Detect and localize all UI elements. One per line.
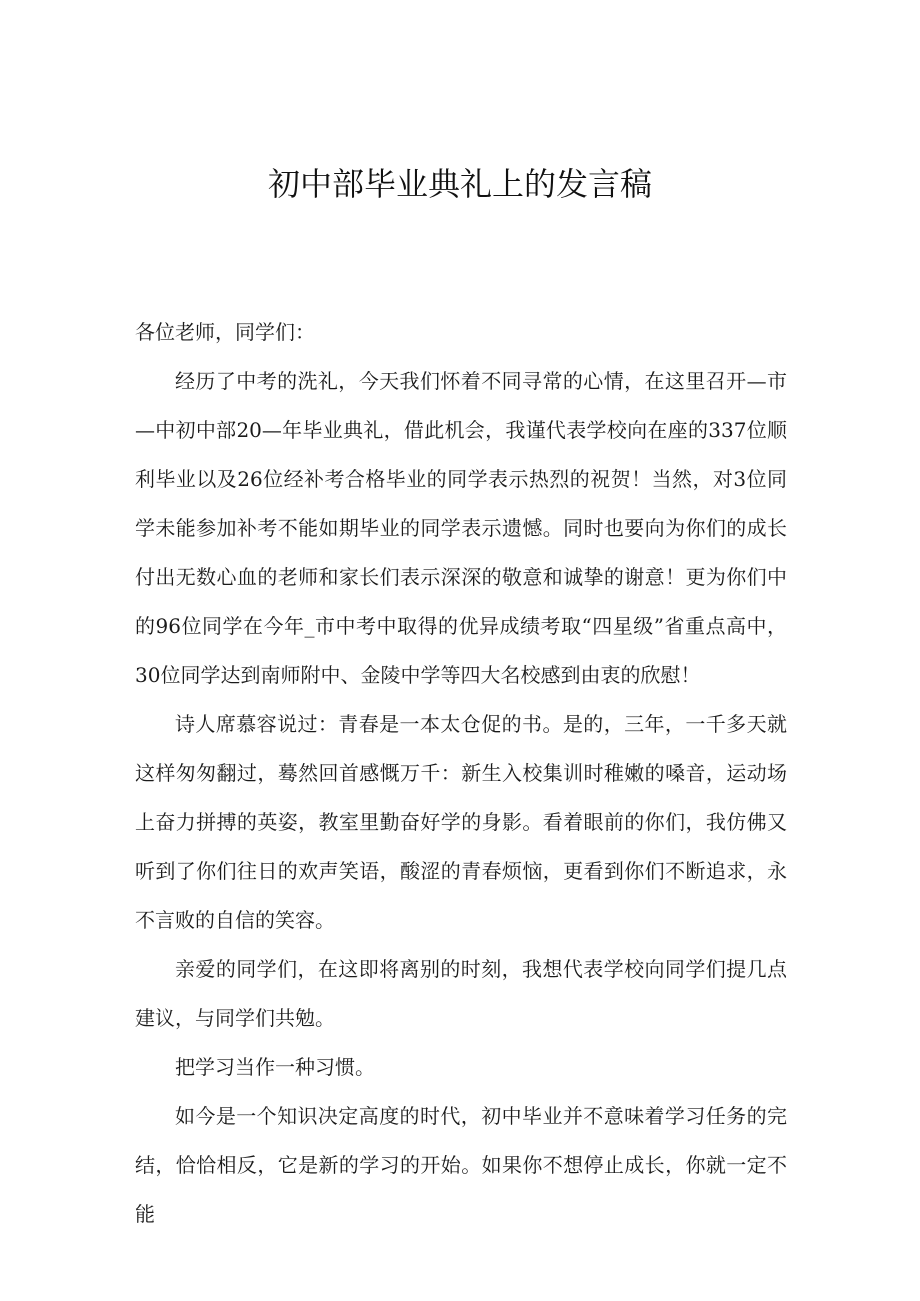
paragraph-opening: 经历了中考的洗礼，今天我们怀着不同寻常的心情，在这里召开—市—中初中部20—年毕业典礼，借此机会，我谨代表学校向在座的337位顺利毕业以及26位经补考合格毕业的同学表示热烈的祝贺！当然，对3位同学未能参加补考不能如期毕业的同学表示遗憾。同时也要向为你们的成长付出无数心血的老师和家长们表示深深的敬意和诚挚的谢意！更为你们中的96位同学在今年_市中考中取得的优异成绩考取“四星级”省重点高中，30位同学达到南师附中、金陵中学等四大名校感到由衷的欣慰！	[135, 369, 787, 687]
paragraph-habit-heading: 把学习当作一种习惯。	[175, 1055, 375, 1079]
paragraph-suggestions-intro: 亲爱的同学们，在这即将离别的时刻，我想代表学校向同学们提几点建议，与同学们共勉。	[135, 957, 787, 1030]
paragraph-youth-memories: 诗人席慕容说过：青春是一本太仓促的书。是的，三年，一千多天就这样匆匆翻过，蓦然回首感慨万千：新生入校集训时稚嫩的嗓音，运动场上奋力拼搏的英姿，教室里勤奋好学的身影。看着眼前的你们，我仿佛又听到了你们往日的欢声笑语，酸涩的青春烦恼，更看到你们不断追求，永不言败的自信的笑容。	[135, 712, 787, 932]
document-body	[135, 308, 787, 1239]
paragraph-knowledge-era: 如今是一个知识决定高度的时代，初中毕业并不意味着学习任务的完结，恰恰相反，它是新的学习的开始。如果你不想停止成长，你就一定不能	[135, 1104, 787, 1226]
salutation: 各位老师，同学们：	[135, 320, 315, 344]
document-title: 初中部毕业典礼上的发言稿	[267, 165, 652, 203]
